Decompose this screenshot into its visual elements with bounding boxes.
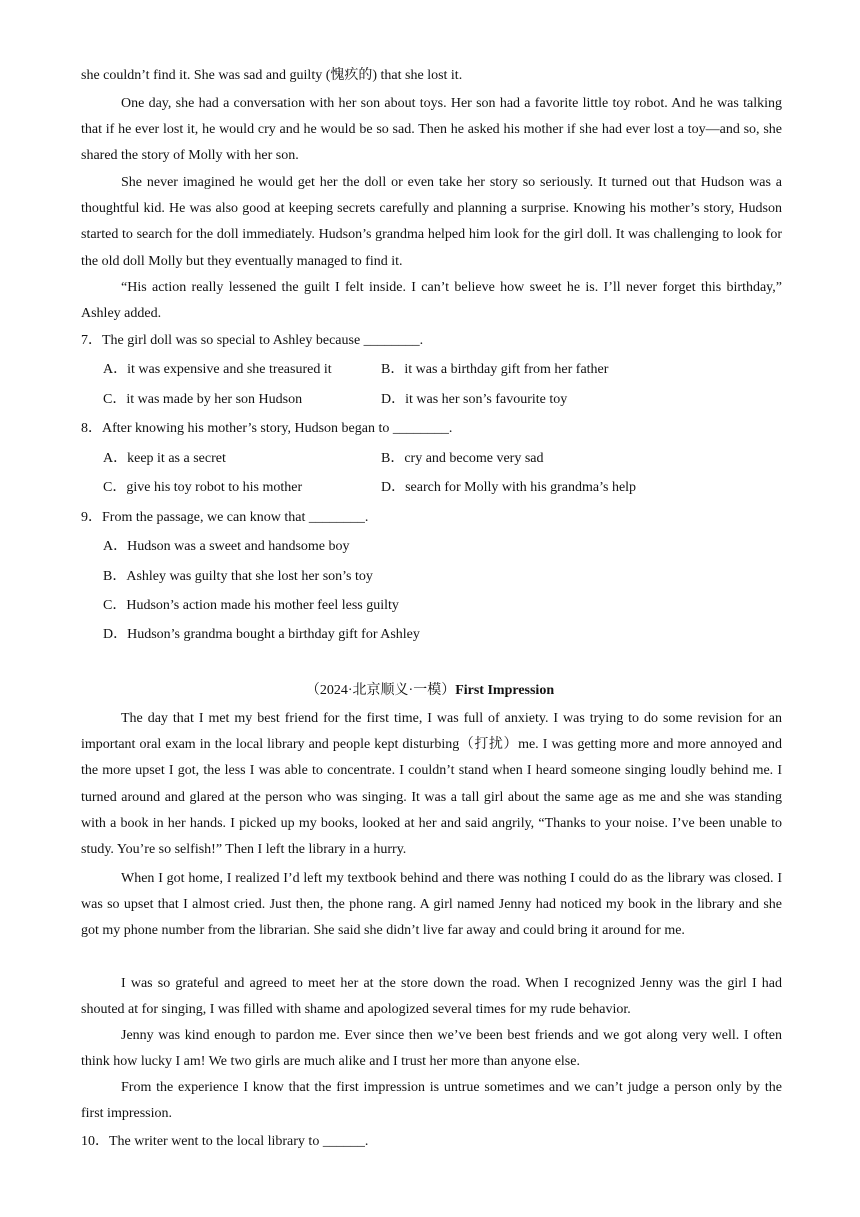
passage-paragraph: “His action really lessened the guilt I felt inside. I can’t believe how sweet he is. I’ll never forget this birthday,” Ashley added. xyxy=(81,280,782,322)
question-9-option-b[interactable]: B．Ashley was guilty that she lost her son’s toy xyxy=(103,569,373,584)
question-9-stem: 9．From the passage, we can know that ________. xyxy=(81,510,369,525)
passage-paragraph: Jenny was kind enough to pardon me. Ever since then we’ve been best friends and we got along very well. I often think how lucky I am! We two girls are much alike and I trust her more than anyone else. xyxy=(81,1028,782,1070)
question-7-option-a[interactable]: A．it was expensive and she treasured it xyxy=(103,362,332,377)
question-7-stem: 7．The girl doll was so special to Ashley because ________. xyxy=(81,333,424,348)
passage-paragraph: The day that I met my best friend for the first time, I was full of anxiety. I was trying to do some revision for an important oral exam in the local library and people kept disturbing（打扰）me. I was getting more and more annoyed and the more upset I got, the less I was able to concentrate. I couldn’t stand when I heard someone singing loudly behind me. I turned around and glared at the person who was singing. It was a tall girl about the same age as me and she was standing with a book in her hands. I picked up my books, looked at her and said angrily, “Thanks to your noise. I’ve been unable to study. You’re so selfish!” Then I left the library in a hurry. xyxy=(81,711,782,858)
question-7-option-d[interactable]: D．it was her son’s favourite toy xyxy=(381,392,568,407)
question-8-option-d[interactable]: D．search for Molly with his grandma’s help xyxy=(381,480,637,495)
question-8-stem: 8．After knowing his mother’s story, Hudson began to ________. xyxy=(81,421,453,436)
question-9-option-d[interactable]: D．Hudson’s grandma bought a birthday gift for Ashley xyxy=(103,627,420,642)
question-8-option-c[interactable]: C．give his toy robot to his mother xyxy=(103,480,303,495)
question-8-option-a[interactable]: A．keep it as a secret xyxy=(103,451,226,466)
passage-paragraph: From the experience I know that the first impression is untrue sometimes and we can’t judge a person only by the first impression. xyxy=(81,1080,782,1122)
passage-paragraph: She never imagined he would get her the doll or even take her story so seriously. It turned out that Hudson was a thoughtful kid. He was also good at keeping secrets carefully and planning a surprise. Knowing his mother’s story, Hudson started to search for the doll immediately. Hudson’s grandma helped him look for the girl doll. It was challenging to look for the old doll Molly but they eventually managed to find it. xyxy=(81,175,782,269)
question-9-option-a[interactable]: A．Hudson was a sweet and handsome boy xyxy=(103,539,350,554)
passage-heading: First Impression xyxy=(455,683,555,698)
question-9-option-c[interactable]: C．Hudson’s action made his mother feel less guilty xyxy=(103,598,399,613)
question-7-option-c[interactable]: C．it was made by her son Hudson xyxy=(103,392,303,407)
question-7-option-b[interactable]: B．it was a birthday gift from her father xyxy=(381,362,609,377)
passage-paragraph: One day, she had a conversation with her son about toys. Her son had a favorite little toy robot. And he was talking that if he ever lost it, he would cry and he would be so sad. Then he asked his mother if she had ever lost a toy—and so, she shared the story of Molly with her son. xyxy=(81,96,782,164)
question-10-stem: 10．The writer went to the local library to ______. xyxy=(81,1134,369,1149)
question-8-option-b[interactable]: B．cry and become very sad xyxy=(381,451,544,466)
passage-source: （2024·北京顺义·一模） xyxy=(305,683,456,698)
passage-paragraph: I was so grateful and agreed to meet her at the store down the road. When I recognized Jenny was the girl I had shouted at for singing, I was filled with shame and apologized several times for my rude behavior. xyxy=(81,976,782,1018)
passage-title xyxy=(0,681,860,701)
passage-paragraph: she couldn’t find it. She was sad and guilty (愧疚的) that she lost it. xyxy=(81,68,463,83)
passage-paragraph: When I got home, I realized I’d left my textbook behind and there was nothing I could do as the library was closed. I was so upset that I almost cried. Just then, the phone rang. A girl named Jenny had noticed my book in the library and she got my phone number from the librarian. She said she didn’t live far away and could bring it around for me. xyxy=(81,871,782,939)
